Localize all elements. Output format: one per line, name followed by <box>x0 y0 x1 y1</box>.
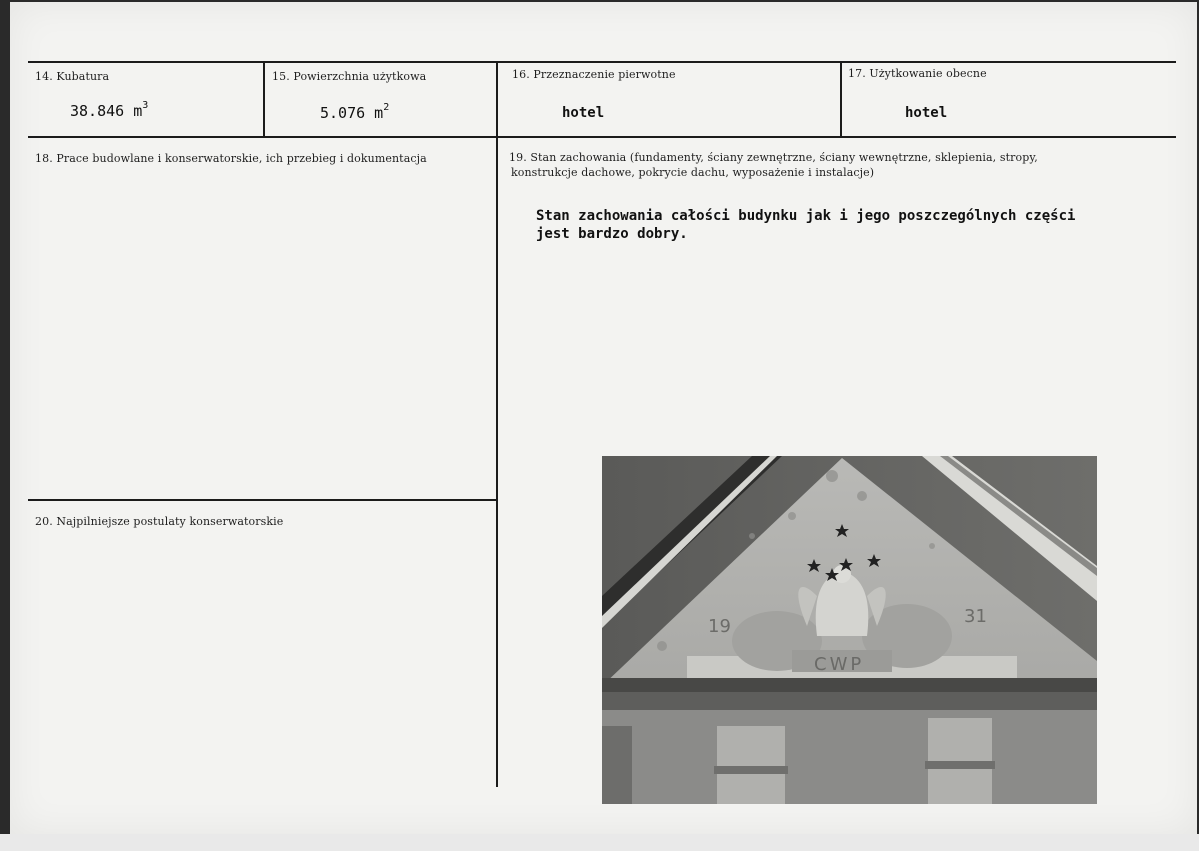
field-16-value: hotel <box>562 105 605 121</box>
field-19-label-line2: konstrukcje dachowe, pokrycie dachu, wyposażenie i instalacje) <box>511 166 875 179</box>
field-20-label: 20. Najpilniejsze postulaty konserwatorskie <box>35 515 284 528</box>
field-15-unit-exponent: 2 <box>383 102 390 113</box>
photo-year-right: 31 <box>964 606 987 627</box>
field-14-value <box>70 102 148 120</box>
field-19-note <box>536 208 1136 248</box>
top-rule <box>28 61 1176 63</box>
field-16-label: 16. Przeznaczenie pierwotne <box>512 68 676 81</box>
field-19-note-line1: Stan zachowania całości budynku jak i jego poszczególnych części <box>536 208 1076 224</box>
field-17-label: 17. Użytkowanie obecne <box>848 67 987 80</box>
record-card-sheet <box>10 2 1197 834</box>
field-14-label: 14. Kubatura <box>35 70 110 83</box>
scanner-bottom-strip <box>0 834 1199 851</box>
divider-16-17 <box>840 62 842 137</box>
divider-14-15 <box>263 62 265 137</box>
field-14-number: 38.846 m <box>70 102 143 120</box>
field-15-number: 5.076 m <box>320 104 384 122</box>
field-18-label: 18. Prace budowlane i konserwatorskie, ich przebieg i dokumentacja <box>35 152 427 165</box>
pediment-photograph <box>602 456 1097 804</box>
field-15-label: 15. Powierzchnia użytkowa <box>272 70 427 83</box>
field-17-value: hotel <box>905 105 948 121</box>
field-19-note-line2: jest bardzo dobry. <box>536 226 688 242</box>
field-15-value <box>320 104 389 122</box>
photo-plaque-text: CWP <box>814 654 865 675</box>
field-19-label-line1: 19. Stan zachowania (fundamenty, ściany zewnętrzne, ściany wewnętrzne, sklepienia, stropy, <box>509 151 1038 164</box>
divider-main <box>496 62 498 787</box>
photo-year-left: 19 <box>708 616 731 637</box>
section20-top-rule <box>28 499 496 501</box>
field-14-unit-exponent: 3 <box>142 100 149 111</box>
row1-bottom-rule <box>28 136 1176 138</box>
